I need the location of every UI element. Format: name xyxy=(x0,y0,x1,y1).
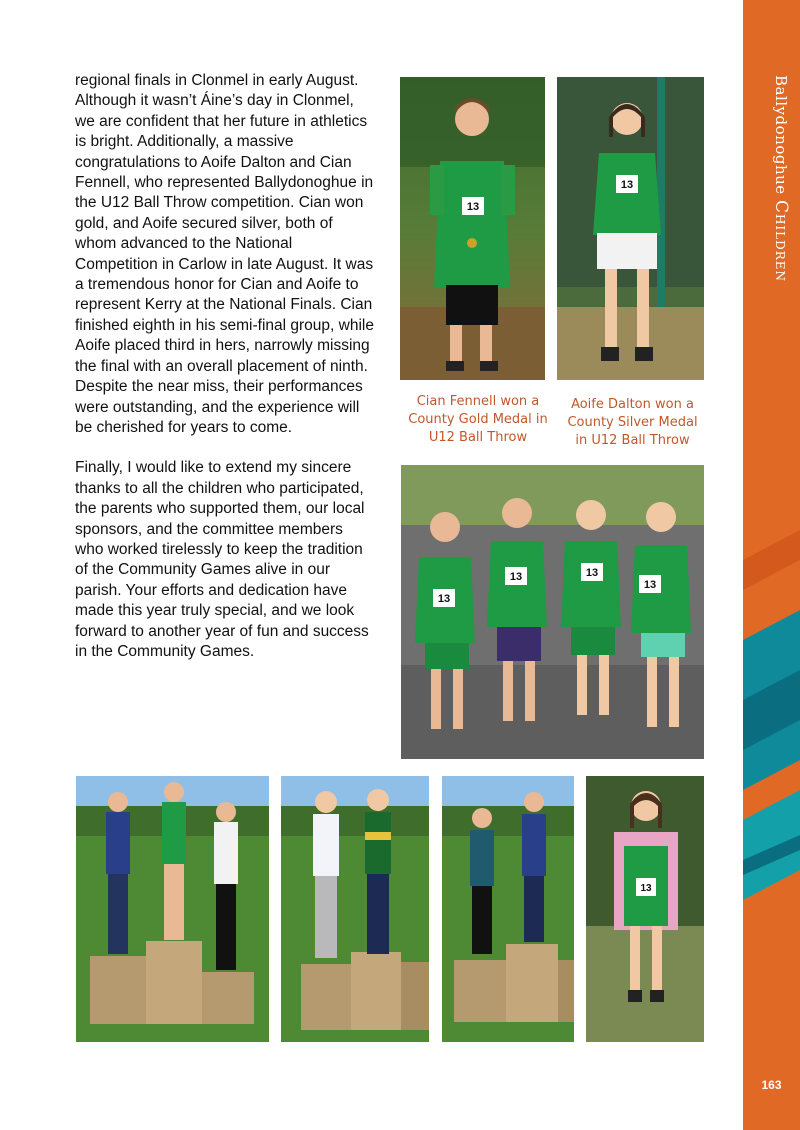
page-number: 163 xyxy=(761,1078,782,1092)
bib-number: 13 xyxy=(643,579,657,591)
section-title: Ballydonoghue xyxy=(772,75,790,195)
bib-number: 13 xyxy=(620,179,634,191)
photo-group-four-children xyxy=(401,465,704,759)
article-paragraph: regional finals in Clonmel in early August. Although it wasn’t Áine’s day in Clonmel, we are confident that her future in athletics is bright. Additionally, a massive congratulations to Aoife Dalton and Cian Fennell, who represented Ballydonoghue in the U12 Ball Throw competition. Cian won gold, and Aoife secured silver, both of whom advanced to the National Competition in Carlow in late August. It was a tremendous honor for Cian and Aoife to represent Kerry at the National Finals. Cian finished eighth in his semi-final group, while Aoife placed third in hers, narrowly missing the final with an overall placement of ninth. Despite the near miss, their performances were outstanding, and the experience will be cherished for years to come. xyxy=(75,72,374,436)
bib-number: 13 xyxy=(585,567,599,579)
bib-number: 13 xyxy=(437,593,451,605)
caption-aoife: Aoife Dalton won a County Silver Medal in U12 Ball Throw xyxy=(567,397,698,448)
caption-cian: Cian Fennell won a County Gold Medal in U12 Ball Throw xyxy=(408,394,548,445)
section-label xyxy=(771,75,791,282)
bib-number: 13 xyxy=(509,571,523,583)
photo-cian-fennell xyxy=(400,77,545,380)
article-text xyxy=(75,71,375,682)
section-subtitle: Children xyxy=(771,199,791,283)
photo-podium-three-boys xyxy=(76,776,269,1042)
bib-number: 13 xyxy=(466,201,480,213)
photo-aoife-dalton xyxy=(557,77,704,380)
bib-number: 13 xyxy=(640,883,652,894)
photo-girl-with-medal xyxy=(586,776,704,1042)
article-paragraph: Finally, I would like to extend my sincere thanks to all the children who participated, the parents who supported them, our local sponsors, and the committee members who worked tirelessly to keep the tradition of the Community Games alive in our parish. Your efforts and dedication have made this year truly special, and we look forward to another year of fun and success in the Community Games. xyxy=(75,459,369,660)
photo-podium-two-girls xyxy=(281,776,429,1042)
photo-podium-two-boys xyxy=(442,776,574,1042)
